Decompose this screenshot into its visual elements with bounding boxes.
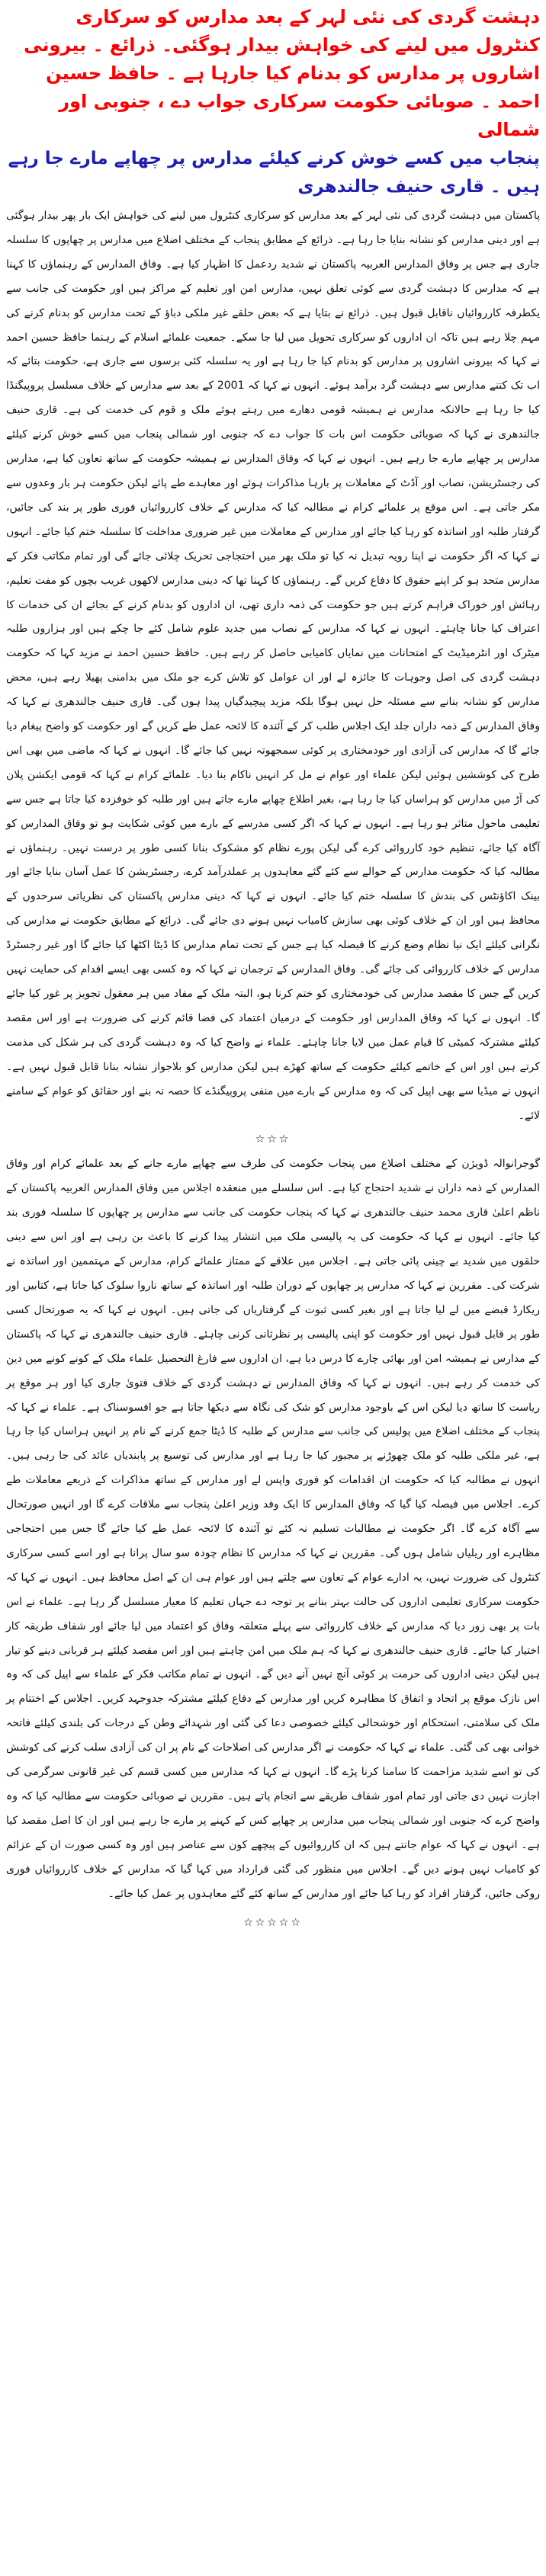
headline-line-3: پنجاب میں کسے خوش کرنے کیلئے مدارس پر چھاپے مارے جا رہے ہیں ۔ قاری حنیف جالندھری xyxy=(8,149,540,197)
article-2-paragraph: گوجرانوالہ ڈویژن کے مختلف اضلاع میں پنجاب حکومت کی طرف سے چھاپے مارے جانے کے بعد علمائے کرام اور وفاق المدارس کے ذمہ داران نے شدید احتجاج کیا ہے۔ اس سلسلے میں منعقدہ اجلاس میں وفاق المدارس العربیہ پاکستان کے ناظم اعلیٰ قاری محمد حنیف جالندھری نے کہا کہ پنجاب حکومت کی جانب سے مدارس پر چھاپوں کا سلسلہ فوری بند کیا جائے۔ انہوں نے کہا کہ حکومت کی یہ پالیسی ملک میں انتشار پیدا کرنے کا باعث بن رہی ہے اور اس سے دینی حلقوں میں شدید بے چینی پائی جاتی ہے۔ اجلاس میں علاقے کے ممتاز علمائے کرام، مدارس کے مہتممین اور اساتذہ نے شرکت کی۔ مقررین نے کہا کہ مدارس پر چھاپوں کے دوران طلبہ اور اساتذہ کے ساتھ ناروا سلوک کیا جاتا ہے، کتابیں اور ریکارڈ قبضے میں لے لیا جاتا ہے اور بغیر کسی ثبوت کے گرفتاریاں کی جاتی ہیں۔ انہوں نے کہا کہ یہ صورتحال کسی طور پر قابل قبول نہیں اور حکومت کو اپنی پالیسی پر نظرثانی کرنی چاہئے۔ قاری حنیف جالندھری نے کہا کہ پاکستان کے مدارس نے ہمیشہ امن اور بھائی چارے کا درس دیا ہے، ان اداروں سے فارغ التحصیل علماء ملک کے کونے کونے میں دین کی خدمت کر رہے ہیں۔ انہوں نے کہا کہ وفاق المدارس نے دہشت گردی کے خلاف فتویٰ جاری کیا اور ہر موقع پر ریاست کا ساتھ دیا لیکن اس کے باوجود مدارس کو شک کی نگاہ سے دیکھا جاتا ہے جو افسوسناک ہے۔ علماء نے کہا کہ پنجاب کے مختلف اضلاع میں پولیس کی جانب سے مدارس کے طلبہ کا ڈیٹا جمع کرنے کے نام پر انہیں ہراساں کیا جا رہا ہے، غیر ملکی طلبہ کو ملک چھوڑنے پر مجبور کیا جا رہا ہے اور مدارس کی توسیع پر پابندیاں عائد کی جا رہی ہیں۔ انہوں نے مطالبہ کیا کہ حکومت ان اقدامات کو فوری واپس لے اور مدارس کے ساتھ مذاکرات کے ذریعے معاملات طے کرے۔ اجلاس میں فیصلہ کیا گیا کہ وفاق المدارس کا ایک وفد وزیر اعلیٰ پنجاب سے ملاقات کرے گا اور انہیں صورتحال سے آگاہ کرے گا۔ اگر حکومت نے مطالبات تسلیم نہ کئے تو آئندہ کا لائحہ عمل طے کیا جائے گا جس میں احتجاجی مظاہرے اور ریلیاں شامل ہوں گی۔ مقررین نے کہا کہ مدارس کا نظام چودہ سو سال پرانا ہے اور اسے کسی سرکاری کنٹرول کی ضرورت نہیں، یہ ادارے عوام کے تعاون سے چلتے ہیں اور عوام ہی ان کے اصل محافظ ہیں۔ انہوں نے کہا کہ حکومت سرکاری تعلیمی اداروں کی حالت بہتر بنانے پر توجہ دے جہاں تعلیم کا معیار مسلسل گر رہا ہے۔ علماء نے اس بات پر بھی زور دیا کہ مدارس کے خلاف کارروائی سے پہلے متعلقہ وفاق کو اعتماد میں لیا جائے اور شفاف طریقہ کار اختیار کیا جائے۔ قاری حنیف جالندھری نے کہا کہ ہم ملک میں امن چاہتے ہیں اور اس مقصد کیلئے ہر قربانی دینے کو تیار ہیں لیکن دینی اداروں کی حرمت پر کوئی آنچ نہیں آنے دیں گے۔ انہوں نے تمام مکاتب فکر کے علماء سے اپیل کی کہ وہ اس نازک موقع پر اتحاد و اتفاق کا مظاہرہ کریں اور مدارس کے دفاع کیلئے مشترکہ جدوجہد کریں۔ اجلاس کے اختتام پر ملک کی سلامتی، استحکام اور خوشحالی کیلئے خصوصی دعا کی گئی اور شہدائے وطن کے درجات کی بلندی کیلئے فاتحہ خوانی بھی کی گئی۔ علماء نے کہا کہ حکومت نے اگر مدارس کی اصلاحات کے نام پر ان کی آزادی سلب کرنے کی کوشش کی تو اسے شدید مزاحمت کا سامنا کرنا پڑے گا۔ انہوں نے کہا کہ مدارس میں کسی قسم کی غیر قانونی سرگرمی کی اجازت نہیں دی جاتی اور تمام امور شفاف طریقے سے انجام پاتے ہیں۔ مقررین نے صوبائی حکومت سے مطالبہ کیا کہ وہ واضح کرے کہ جنوبی اور شمالی پنجاب میں مدارس پر چھاپے کس کے کہنے پر مارے جا رہے ہیں اور ان کا اصل مقصد کیا ہے۔ انہوں نے کہا کہ عوام جانتے ہیں کہ ان کارروائیوں کے پیچھے کون سے عناصر ہیں اور وہ کسی صورت ان کے عزائم کو کامیاب نہیں ہونے دیں گے۔ اجلاس میں منظور کی گئی قرارداد میں کہا گیا کہ مدارس کے خلاف کارروائیاں فوری روکی جائیں، گرفتار افراد کو رہا کیا جائے اور مدارس کے ساتھ کئے گئے معاہدوں پر عمل کیا جائے۔ xyxy=(6,1158,540,1900)
article-body-2 xyxy=(6,1152,540,1906)
section-divider: ☆☆☆ xyxy=(255,1133,291,1146)
article-1-paragraph: پاکستان میں دہشت گردی کی نئی لہر کے بعد مدارس کو سرکاری کنٹرول میں لینے کی خواہش ایک بار پھر بیدار ہوگئی ہے اور دینی مدارس کو نشانہ بنایا جا رہا ہے۔ ذرائع کے مطابق پنجاب کے مختلف اضلاع میں مدارس پر چھاپوں کا سلسلہ جاری ہے جس پر وفاق المدارس العربیہ پاکستان نے شدید ردعمل کا اظہار کیا ہے۔ وفاق المدارس کے رہنماؤں کا کہنا ہے کہ مدارس کا دہشت گردی سے کوئی تعلق نہیں، مدارس امن اور تعلیم کے مراکز ہیں اور حکومت کی جانب سے یکطرفہ کارروائیاں ناقابل قبول ہیں۔ ذرائع نے بتایا ہے کہ بعض حلقے غیر ملکی دباؤ کے تحت مدارس کو بدنام کرنے کی مہم چلا رہے ہیں تاکہ ان اداروں کو سرکاری تحویل میں لیا جا سکے۔ جمعیت علمائے اسلام کے رہنما حافظ حسین احمد نے کہا کہ بیرونی اشاروں پر مدارس کو بدنام کیا جا رہا ہے اور یہ سلسلہ کئی برسوں سے جاری ہے، حکومت بتائے کہ اب تک کتنے مدارس سے دہشت گرد برآمد ہوئے۔ انہوں نے کہا کہ 2001 کے بعد سے مدارس کے خلاف مسلسل پروپیگنڈا کیا جا رہا ہے حالانکہ مدارس نے ہمیشہ قومی دھارے میں رہتے ہوئے ملک و قوم کی خدمت کی ہے۔ قاری حنیف جالندھری نے کہا کہ صوبائی حکومت اس بات کا جواب دے کہ جنوبی اور شمالی پنجاب میں کسے خوش کرنے کیلئے مدارس پر چھاپے مارے جا رہے ہیں۔ انہوں نے کہا کہ وفاق المدارس نے ہمیشہ حکومت کے ساتھ تعاون کیا ہے، مدارس کی رجسٹریشن، نصاب اور آڈٹ کے معاملات پر بارہا مذاکرات ہوئے اور معاہدے طے پائے لیکن حکومت ہر بار وعدوں سے مکر جاتی ہے۔ اس موقع پر علمائے کرام نے مطالبہ کیا کہ مدارس کے خلاف کارروائیاں فوری طور پر بند کی جائیں، گرفتار طلبہ اور اساتذہ کو رہا کیا جائے اور مدارس کے معاملات میں غیر ضروری مداخلت کا سلسلہ ختم کیا جائے۔ انہوں نے کہا کہ اگر حکومت نے اپنا رویہ تبدیل نہ کیا تو ملک بھر میں احتجاجی تحریک چلائی جائے گی اور تمام مکاتب فکر کے مدارس متحد ہو کر اپنے حقوق کا دفاع کریں گے۔ رہنماؤں کا کہنا تھا کہ دینی مدارس لاکھوں غریب بچوں کو مفت تعلیم، رہائش اور خوراک فراہم کرتے ہیں جو حکومت کی ذمہ داری تھی، ان اداروں کو بدنام کرنے کے بجائے ان کی خدمات کا اعتراف کیا جانا چاہئے۔ انہوں نے کہا کہ مدارس کے نصاب میں جدید علوم شامل کئے جا چکے ہیں اور ہزاروں طلبہ میٹرک اور انٹرمیڈیٹ کے امتحانات میں نمایاں کامیابی حاصل کر رہے ہیں۔ حافظ حسین احمد نے مزید کہا کہ حکومت دہشت گردی کی اصل وجوہات کا جائزہ لے اور ان عوامل کو تلاش کرے جو ملک میں بدامنی پھیلا رہے ہیں، محض مدارس کو نشانہ بنانے سے مسئلہ حل نہیں ہوگا بلکہ مزید پیچیدگیاں پیدا ہوں گی۔ قاری حنیف جالندھری نے کہا کہ وفاق المدارس کے ذمہ داران جلد ایک اجلاس طلب کر کے آئندہ کا لائحہ عمل طے کریں گے اور حکومت کو واضح پیغام دیا جائے گا کہ مدارس کی آزادی اور خودمختاری پر کوئی سمجھوتہ نہیں کیا جائے گا۔ انہوں نے کہا کہ ماضی میں بھی اس طرح کی کوششیں ہوئیں لیکن علماء اور عوام نے مل کر انہیں ناکام بنا دیا۔ علمائے کرام نے کہا کہ قومی ایکشن پلان کی آڑ میں مدارس کو ہراساں کیا جا رہا ہے، بغیر اطلاع چھاپے مارے جاتے ہیں اور طلبہ کو خوفزدہ کیا جاتا ہے جس سے تعلیمی ماحول متاثر ہو رہا ہے۔ انہوں نے کہا کہ اگر کسی مدرسے کے بارے میں کوئی شکایت ہو تو وفاق المدارس کو آگاہ کیا جائے، تنظیم خود کارروائی کرے گی لیکن پورے نظام کو مشکوک بنانا کسی طور پر درست نہیں۔ رہنماؤں نے مطالبہ کیا کہ حکومت مدارس کے حوالے سے کئے گئے معاہدوں پر عملدرآمد کرے، رجسٹریشن کا عمل آسان بنایا جائے اور بینک اکاؤنٹس کی بندش کا سلسلہ ختم کیا جائے۔ انہوں نے کہا کہ دینی مدارس پاکستان کی نظریاتی سرحدوں کے محافظ ہیں اور ان کے خلاف کوئی بھی سازش کامیاب نہیں ہونے دی جائے گی۔ ذرائع کے مطابق حکومت نے مدارس کی نگرانی کیلئے ایک نیا نظام وضع کرنے کا فیصلہ کیا ہے جس کے تحت تمام مدارس کا ڈیٹا اکٹھا کیا جائے گا اور غیر رجسٹرڈ مدارس کے خلاف کارروائی کی جائے گی۔ وفاق المدارس کے ترجمان نے کہا کہ وہ کسی بھی ایسے اقدام کی حمایت نہیں کریں گے جس کا مقصد مدارس کی خودمختاری کو ختم کرنا ہو، البتہ ملک کے مفاد میں ہر معقول تجویز پر غور کیا جائے گا۔ انہوں نے کہا کہ وفاق المدارس اور حکومت کے درمیان اعتماد کی فضا قائم کرنے کی ضرورت ہے اور اس مقصد کیلئے مشترکہ کمیٹی کا قیام عمل میں لایا جانا چاہئے۔ علماء نے واضح کیا کہ وہ دہشت گردی کی ہر شکل کی مذمت کرتے ہیں اور اس کے خاتمے کیلئے حکومت کے ساتھ کھڑے ہیں لیکن مدارس کو بلاجواز نشانہ بنانا قابل قبول نہیں ہے۔ انہوں نے میڈیا سے بھی اپیل کی کہ وہ مدارس کے بارے میں منفی پروپیگنڈے کا حصہ نہ بنے اور حقائق کو عوام کے سامنے لائے۔ xyxy=(6,210,540,1122)
headline-line-2: اشاروں پر مدارس کو بدنام کیا جارہا ہے ۔ حافظ حسین احمد ۔ صوبائی حکومت سرکاری جواب دے ، جنوبی اور شمالی xyxy=(46,62,540,140)
end-mark: ☆☆☆☆☆ xyxy=(243,1916,303,1929)
headline-line-1: دہشت گردی کی نئی لہر کے بعد مدارس کو سرکاری کنٹرول میں لینے کی خواہش بیدار ہوگئی۔ ذرائع ۔ بیرونی xyxy=(24,6,540,56)
article-body-1 xyxy=(6,204,540,1128)
